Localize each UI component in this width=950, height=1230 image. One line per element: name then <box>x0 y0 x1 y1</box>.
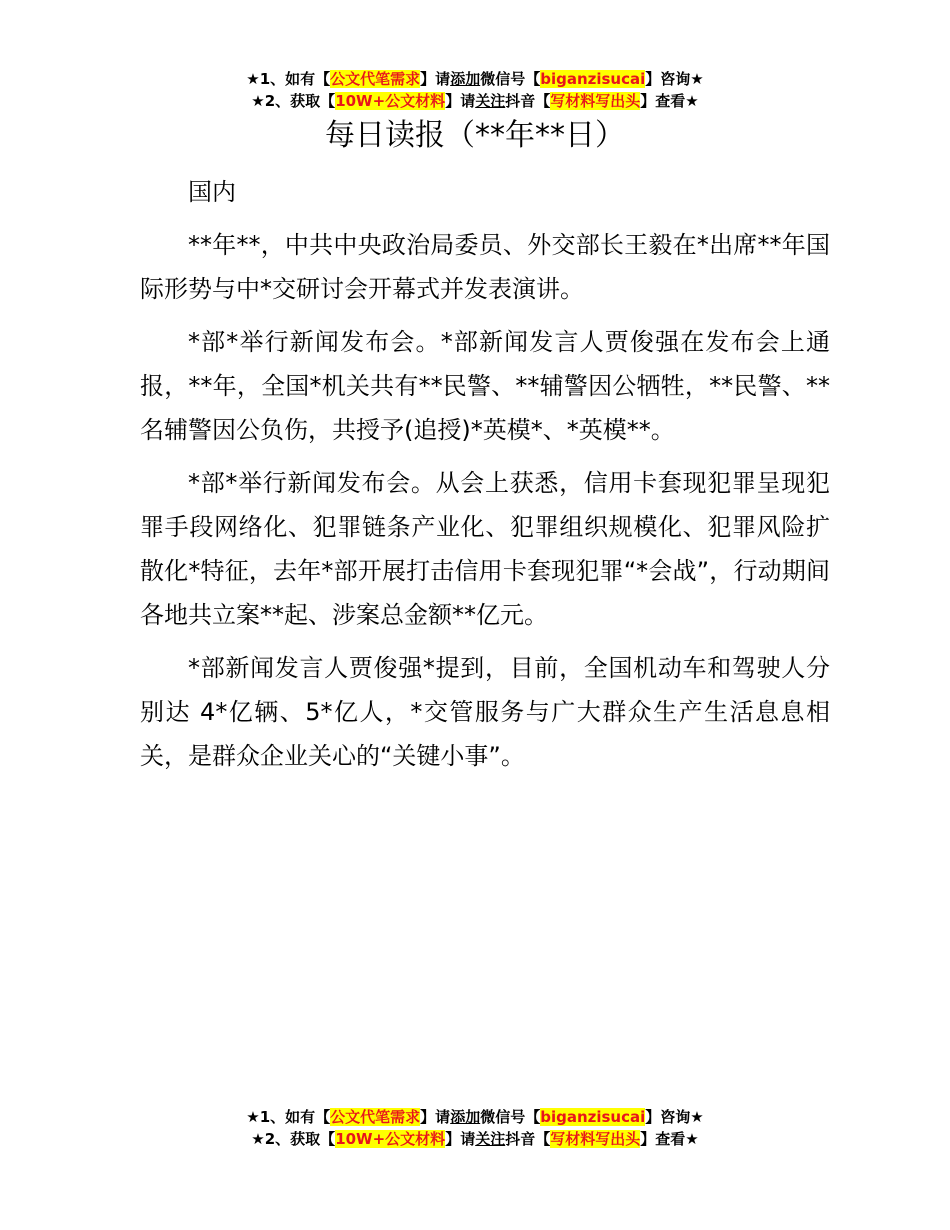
banner-text: ★2、获取【 <box>251 92 336 110</box>
section-heading: 国内 <box>188 178 236 206</box>
highlight-wechat-id: biganzisucai <box>540 1108 646 1126</box>
banner-text: 】请 <box>445 1130 476 1148</box>
banner-line-2 <box>0 1128 950 1150</box>
header-banner <box>0 68 950 112</box>
underlined-text: 关注 <box>475 92 506 110</box>
highlight-service: 公文代笔需求 <box>330 70 421 88</box>
highlight-wechat-id: biganzisucai <box>540 70 646 88</box>
underlined-text: 关注 <box>475 1130 506 1148</box>
banner-text: 】咨询★ <box>645 70 704 88</box>
banner-text: 微信号【 <box>480 1108 541 1126</box>
underlined-text: 添加 <box>450 1108 481 1126</box>
banner-text: 】请 <box>420 1108 451 1126</box>
banner-text: 】查看★ <box>640 92 699 110</box>
footer-banner <box>0 1106 950 1150</box>
document-title: 每日读报（**年**日） <box>325 118 625 153</box>
banner-text: 抖音【 <box>505 92 551 110</box>
banner-text: ★1、如有【 <box>246 70 331 88</box>
document-body <box>140 170 830 787</box>
banner-text: ★1、如有【 <box>246 1108 331 1126</box>
banner-line-2 <box>0 90 950 112</box>
banner-text: ★2、获取【 <box>251 1130 336 1148</box>
banner-text: 微信号【 <box>480 70 541 88</box>
paragraph: *部*举行新闻发布会。*部新闻发言人贾俊强在发布会上通报，**年，全国*机关共有**民警、**辅警因公牺牲，**民警、**名辅警因公负伤，共授予(追授)*英模*、*英模**。 <box>140 328 830 444</box>
banner-line-1 <box>0 68 950 90</box>
highlight-service: 公文代笔需求 <box>330 1108 421 1126</box>
paragraph: *部新闻发言人贾俊强*提到，目前，全国机动车和驾驶人分别达 4*亿辆、5*亿人，*交管服务与广大群众生产生活息息相关，是群众企业关心的“关键小事”。 <box>140 654 830 770</box>
banner-text: 】咨询★ <box>645 1108 704 1126</box>
banner-text: 】查看★ <box>640 1130 699 1148</box>
paragraph: *部*举行新闻发布会。从会上获悉，信用卡套现犯罪呈现犯罪手段网络化、犯罪链条产业化、犯罪组织规模化、犯罪风险扩散化*特征，去年*部开展打击信用卡套现犯罪“*会战”，行动期间各地共立案**起、涉案总金额**亿元。 <box>140 469 830 629</box>
highlight-materials: 10W+公文材料 <box>335 92 446 110</box>
highlight-douyin: 写材料写出头 <box>550 1130 641 1148</box>
paragraph: **年**，中共中央政治局委员、外交部长王毅在*出席**年国际形势与中*交研讨会开幕式并发表演讲。 <box>140 231 830 303</box>
banner-text: 】请 <box>420 70 451 88</box>
banner-text: 】请 <box>445 92 476 110</box>
highlight-materials: 10W+公文材料 <box>335 1130 446 1148</box>
banner-text: 抖音【 <box>505 1130 551 1148</box>
underlined-text: 添加 <box>450 70 481 88</box>
banner-line-1 <box>0 1106 950 1128</box>
highlight-douyin: 写材料写出头 <box>550 92 641 110</box>
